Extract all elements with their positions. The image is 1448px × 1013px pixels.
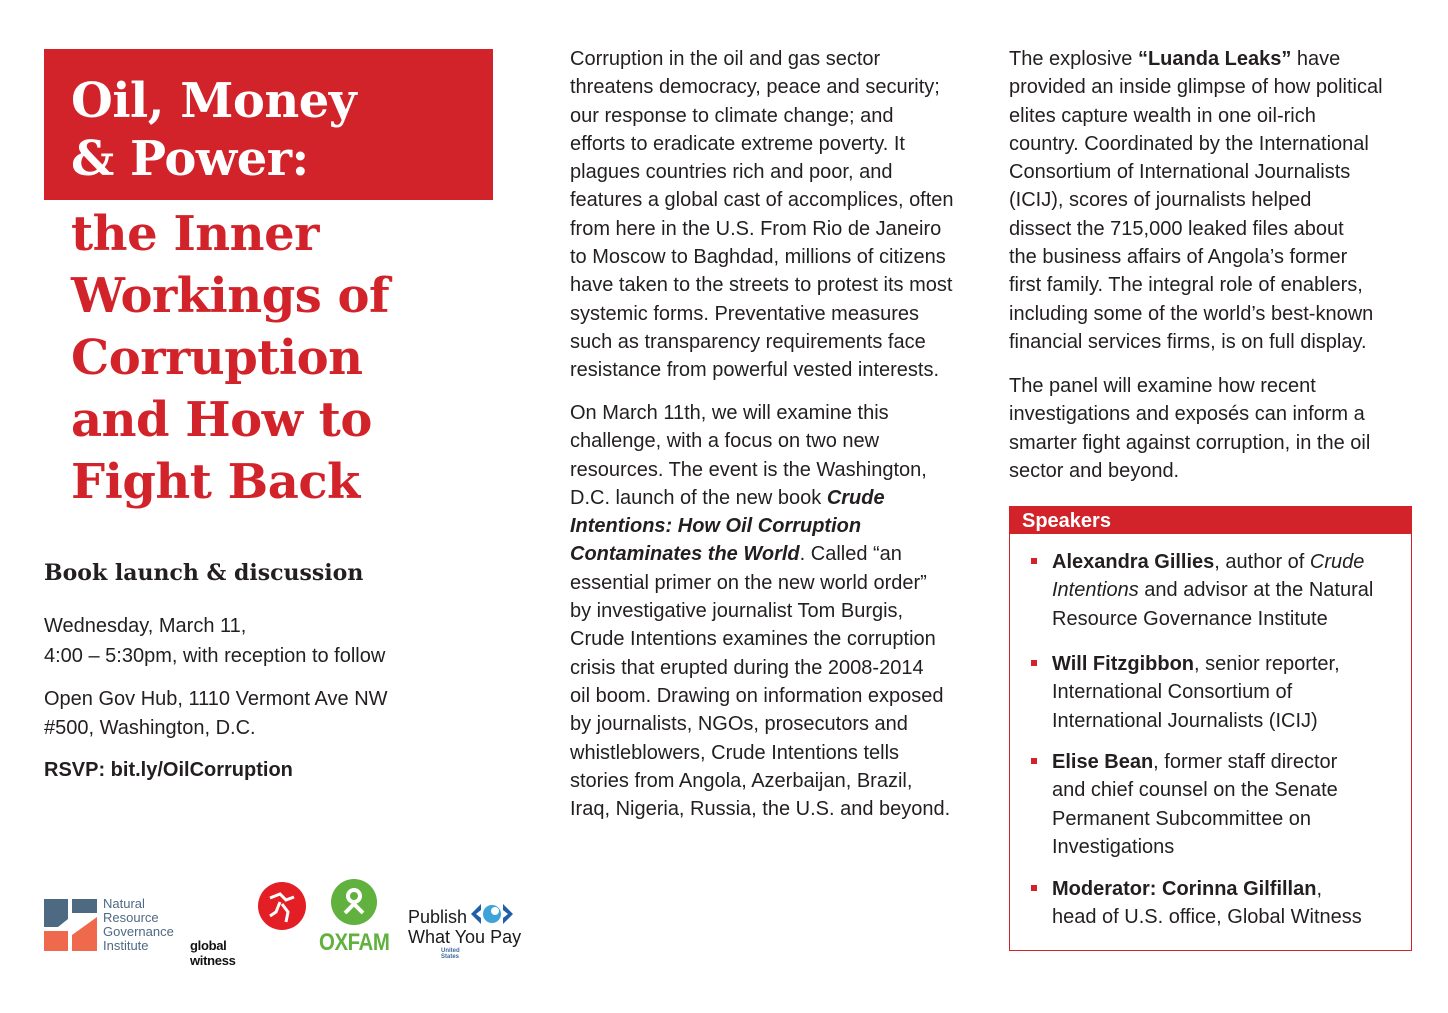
speaker-name: Will Fitzgibbon [1052, 653, 1195, 675]
text-line: to Moscow to Baghdad, millions of citizens [570, 246, 946, 269]
text-line: essential primer on the new world order” [570, 571, 927, 594]
text-line: systemic forms. Preventative measures [570, 302, 919, 325]
logo-text-line: Resource [103, 910, 159, 925]
speaker-role: , senior reporter, [1194, 653, 1340, 675]
intro-column [570, 45, 954, 385]
title-line: Workings of [71, 268, 390, 324]
text-line: from here in the U.S. From Rio de Janeiro [570, 217, 942, 240]
text-line: (ICIJ), scores of journalists helped [1009, 189, 1312, 212]
speaker-item [1052, 875, 1362, 932]
speaker-item [1052, 548, 1373, 633]
title-line: Fight Back [71, 454, 360, 510]
text-line: whistleblowers, Crude Intentions tells [570, 741, 900, 764]
nrgi-logo-text [103, 897, 174, 953]
speaker-role: , [1316, 878, 1323, 900]
logo-text-line: Publish [408, 907, 468, 927]
speaker-item [1052, 650, 1340, 735]
text-line: dissect the 715,000 leaked files about [1009, 217, 1344, 240]
speaker-role: , former staff director [1153, 751, 1338, 773]
luanda-leaks: “Luanda Leaks” [1137, 48, 1292, 70]
title-line: the Inner [71, 206, 319, 262]
text-line: plagues countries rich and poor, and [570, 161, 893, 184]
bullet-icon [1031, 758, 1037, 764]
book-title: Intentions: How Oil Corruption [570, 515, 862, 538]
speaker-line [1052, 650, 1340, 678]
text-line: the business affairs of Angola’s former [1009, 246, 1348, 269]
event-date [44, 611, 385, 671]
book-title: Intentions [1052, 579, 1139, 602]
book-title: Crude [1309, 551, 1365, 573]
text-line: by journalists, NGOs, prosecutors and [570, 713, 908, 736]
speaker-name: Alexandra Gillies [1052, 551, 1215, 573]
text-run: The explosive [1009, 48, 1138, 70]
text-line [1009, 45, 1383, 73]
speaker-line: head of U.S. office, Global Witness [1052, 906, 1362, 929]
speaker-line [1052, 548, 1373, 576]
leaks-paragraph [1009, 45, 1383, 356]
title-line: and How to [71, 392, 372, 448]
speaker-line [1052, 875, 1362, 903]
text-line: provided an inside glimpse of how political [1009, 76, 1383, 99]
event-subhead: Book launch & discussion [44, 560, 364, 586]
date-line: Wednesday, March 11, [44, 615, 247, 637]
text-line: resources. The event is the Washington, [570, 458, 927, 481]
logo-text-line: Natural [103, 896, 145, 911]
bullet-icon [1031, 558, 1037, 564]
speaker-line [1052, 576, 1373, 604]
text-line [570, 540, 950, 568]
bullet-icon [1031, 885, 1037, 891]
global-witness-logo-text: global witness [190, 938, 236, 968]
text-line: efforts to eradicate extreme poverty. It [570, 132, 905, 155]
speaker-name: Moderator: Corinna Gilfillan [1052, 878, 1317, 900]
title-line: Oil, Money [71, 73, 357, 129]
text-line: The panel will examine how recent [1009, 375, 1316, 397]
time-line: 4:00 – 5:30pm, with reception to follow [44, 645, 386, 667]
bullet-icon [1031, 660, 1037, 666]
speaker-line: Permanent Subcommittee on [1052, 807, 1312, 830]
text-line: resistance from powerful vested interests. [570, 359, 940, 382]
text-line: stories from Angola, Azerbaijan, Brazil, [570, 769, 913, 792]
text-line: smarter fight against corruption, in the oil [1009, 431, 1371, 454]
global-witness-logo-icon [258, 882, 306, 930]
speaker-role: and advisor at the Natural [1138, 579, 1374, 602]
panel-column [1009, 372, 1370, 485]
speaker-name: Elise Bean [1052, 751, 1154, 773]
text-line: features a global cast of accomplices, often [570, 189, 954, 212]
leaks-column [1009, 45, 1383, 356]
text-line: such as transparency requirements face [570, 330, 926, 353]
text-line: challenge, with a focus on two new [570, 430, 880, 453]
panel-paragraph [1009, 372, 1370, 485]
speaker-line: Resource Governance Institute [1052, 607, 1328, 630]
speaker-line: Investigations [1052, 835, 1175, 858]
text-line: On March 11th, we will examine this [570, 402, 889, 424]
text-line: Crude Intentions examines the corruption [570, 628, 936, 651]
text-line [570, 484, 950, 512]
text-run: . Called “an [799, 543, 902, 566]
text-run: have [1291, 48, 1341, 70]
text-line: Corruption in the oil and gas sector [570, 48, 881, 70]
text-line: oil boom. Drawing on information exposed [570, 684, 944, 707]
text-line: Iraq, Nigeria, Russia, the U.S. and beyond. [570, 798, 951, 821]
speaker-line: International Journalists (ICIJ) [1052, 709, 1318, 732]
speaker-line [1052, 748, 1338, 776]
text-line: including some of the world’s best-known [1009, 302, 1374, 325]
event-column [570, 399, 950, 823]
event-paragraph [570, 399, 950, 823]
text-line: by investigative journalist Tom Burgis, [570, 600, 904, 623]
title-line: & Power: [71, 131, 309, 187]
event-location [44, 685, 388, 743]
address-line: Open Gov Hub, 1110 Vermont Ave NW [44, 688, 388, 710]
title-secondary [71, 203, 389, 513]
speaker-role: , author of [1214, 551, 1310, 573]
text-line: first family. The integral role of enablers, [1009, 274, 1363, 297]
text-run: D.C. launch of the new book [570, 486, 827, 509]
speaker-item [1052, 748, 1338, 861]
book-title: Crude [826, 486, 885, 509]
nrgi-logo-icon [44, 899, 97, 951]
text-line: elites capture wealth in one oil-rich [1009, 104, 1316, 127]
oxfam-logo-icon [331, 879, 377, 925]
logo-text-line: Institute [103, 938, 149, 953]
rsvp-link[interactable]: RSVP: bit.ly/OilCorruption [44, 759, 293, 781]
speaker-line: International Consortium of [1052, 681, 1293, 704]
speakers-heading: Speakers [1010, 507, 1411, 534]
logo-text-line: What You Pay [408, 927, 522, 947]
text-line: Consortium of International Journalists [1009, 161, 1351, 184]
title-line: Corruption [71, 330, 363, 386]
text-line: threatens democracy, peace and security; [570, 76, 940, 99]
oxfam-logo-text: OXFAM [319, 929, 390, 956]
text-line: investigations and exposés can inform a [1009, 403, 1365, 426]
speakers-box [1009, 506, 1412, 951]
text-line: crisis that erupted during the 2008-2014 [570, 656, 924, 679]
logo-text-line: Governance [103, 924, 174, 939]
text-line: our response to climate change; and [570, 104, 894, 127]
intro-paragraph [570, 45, 954, 385]
book-title: Contaminates the World [570, 543, 800, 566]
text-line: country. Coordinated by the International [1009, 132, 1369, 155]
text-line: sector and beyond. [1009, 459, 1180, 482]
pwyp-logo-subtext: United States [441, 948, 460, 960]
text-line: financial services firms, is on full display. [1009, 330, 1367, 353]
address-line: #500, Washington, D.C. [44, 717, 256, 739]
pwyp-eye-icon [469, 900, 515, 928]
title-primary [71, 72, 356, 188]
text-line: have taken to the streets to protest its most [570, 274, 953, 297]
speaker-line: and chief counsel on the Senate [1052, 779, 1338, 802]
